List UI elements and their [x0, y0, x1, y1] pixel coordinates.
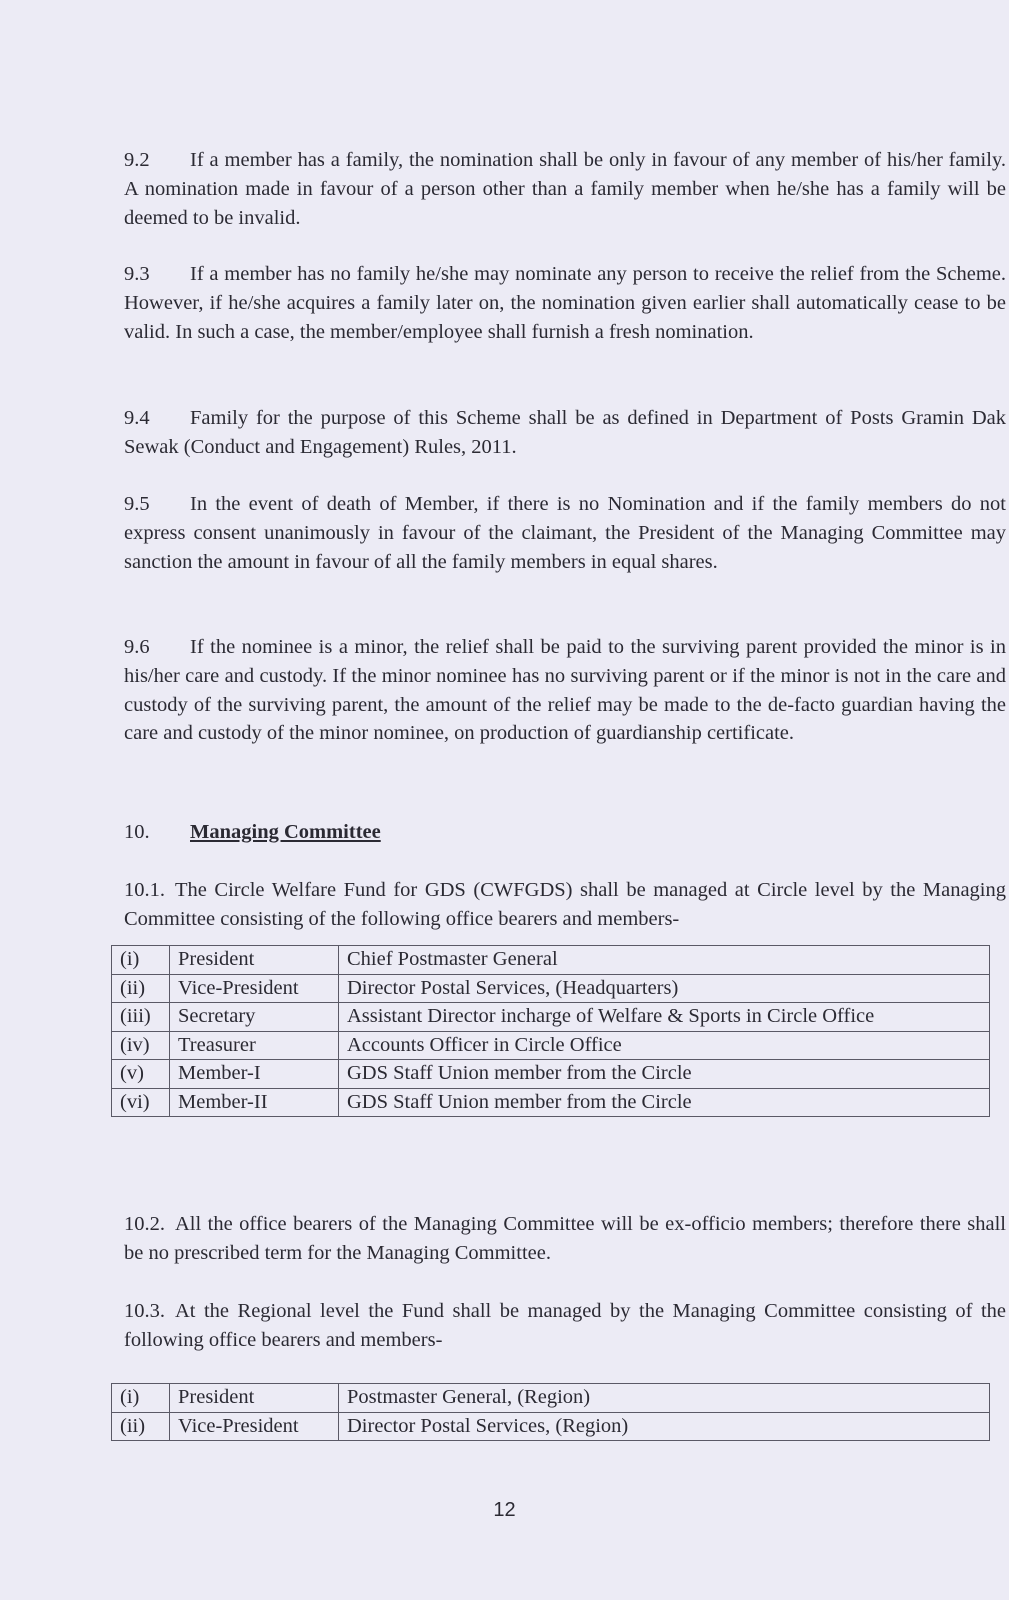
- table-row: [112, 1031, 990, 1060]
- row-number: (ii): [112, 974, 170, 1003]
- paragraph-9-6: [124, 633, 1006, 748]
- section-title: Managing Committee: [190, 821, 381, 843]
- office-holder: GDS Staff Union member from the Circle: [339, 1088, 990, 1117]
- paragraph-number: 10.2.: [124, 1213, 165, 1235]
- paragraph-number: 10.3.: [124, 1300, 165, 1322]
- table-row: [112, 1003, 990, 1032]
- office-holder: Assistant Director incharge of Welfare & Sports in Circle Office: [339, 1003, 990, 1032]
- paragraph-number: 9.4: [124, 407, 150, 429]
- section-number: 10.: [124, 821, 150, 843]
- paragraph-9-5: [124, 490, 1006, 576]
- row-number: (ii): [112, 1412, 170, 1441]
- office-role: Vice-President: [170, 974, 339, 1003]
- paragraph-text: The Circle Welfare Fund for GDS (CWFGDS) shall be managed at Circle level by the Managing Committee consisting of the following office bearers and members-: [124, 879, 1006, 930]
- office-role: President: [170, 1384, 339, 1413]
- paragraph-number: 9.6: [124, 636, 150, 658]
- table-row: [112, 1060, 990, 1089]
- paragraph-9-2: [124, 146, 1006, 232]
- paragraph-10-1: [124, 876, 1006, 934]
- paragraph-text: Family for the purpose of this Scheme shall be as defined in Department of Posts Gramin Dak Sewak (Conduct and Engagement) Rules, 2011.: [124, 407, 1006, 458]
- row-number: (v): [112, 1060, 170, 1089]
- office-role: Member-I: [170, 1060, 339, 1089]
- table-row: [112, 1412, 990, 1441]
- paragraph-text: If a member has a family, the nomination shall be only in favour of any member of his/her family. A nomination made in favour of a person other than a family member when he/she has a family will be deemed to be invalid.: [124, 149, 1006, 229]
- row-number: (i): [112, 1384, 170, 1413]
- paragraph-9-4: [124, 404, 1006, 462]
- paragraph-10-3: [124, 1297, 1006, 1355]
- paragraph-number: 9.5: [124, 493, 150, 515]
- row-number: (i): [112, 946, 170, 975]
- circle-committee-table: [111, 945, 990, 1117]
- table-row: [112, 1384, 990, 1413]
- office-role: Secretary: [170, 1003, 339, 1032]
- office-holder: Director Postal Services, (Headquarters): [339, 974, 990, 1003]
- row-number: (iv): [112, 1031, 170, 1060]
- paragraph-text: If a member has no family he/she may nominate any person to receive the relief from the Scheme. However, if he/she acquires a family later on, the nomination given earlier shall automatically cease to be valid. In such a case, the member/employee shall furnish a fresh nomination.: [124, 263, 1006, 343]
- office-role: Vice-President: [170, 1412, 339, 1441]
- paragraph-text: All the office bearers of the Managing Committee will be ex-officio members; therefore there shall be no prescribed term for the Managing Committee.: [124, 1213, 1006, 1264]
- table-row: [112, 946, 990, 975]
- office-role: President: [170, 946, 339, 975]
- paragraph-text: At the Regional level the Fund shall be managed by the Managing Committee consisting of the following office bearers and members-: [124, 1300, 1006, 1351]
- regional-committee-table: [111, 1383, 990, 1441]
- page-number: 12: [493, 1499, 516, 1521]
- office-holder: Director Postal Services, (Region): [339, 1412, 990, 1441]
- office-role: Treasurer: [170, 1031, 339, 1060]
- paragraph-number: 10.1.: [124, 879, 165, 901]
- office-holder: Chief Postmaster General: [339, 946, 990, 975]
- paragraph-9-3: [124, 260, 1006, 346]
- row-number: (iii): [112, 1003, 170, 1032]
- office-holder: Accounts Officer in Circle Office: [339, 1031, 990, 1060]
- paragraph-text: In the event of death of Member, if there is no Nomination and if the family members do not express consent unanimously in favour of the claimant, the President of the Managing Committee may sanction the amount in favour of all the family members in equal shares.: [124, 493, 1006, 573]
- office-holder: Postmaster General, (Region): [339, 1384, 990, 1413]
- paragraph-10-2: [124, 1210, 1006, 1268]
- office-holder: GDS Staff Union member from the Circle: [339, 1060, 990, 1089]
- table-row: [112, 974, 990, 1003]
- table-row: [112, 1088, 990, 1117]
- paragraph-number: 9.2: [124, 149, 150, 171]
- row-number: (vi): [112, 1088, 170, 1117]
- paragraph-number: 9.3: [124, 263, 150, 285]
- section-heading-managing-committee: [124, 818, 381, 846]
- office-role: Member-II: [170, 1088, 339, 1117]
- paragraph-text: If the nominee is a minor, the relief shall be paid to the surviving parent provided the minor is in his/her care and custody. If the minor nominee has no surviving parent or if the minor is not in the care and custody of the surviving parent, the amount of the relief may be made to the de-facto guardian having the care and custody of the minor nominee, on production of guardianship certificate.: [124, 636, 1006, 745]
